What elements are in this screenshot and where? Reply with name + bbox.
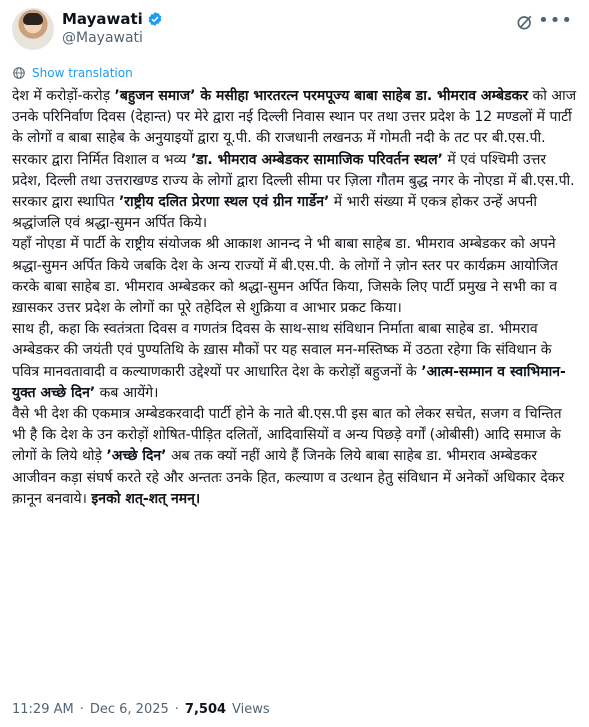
show-translation-label[interactable]: Show translation (32, 66, 133, 80)
text-p4b: ’अच्छे दिन’ (106, 448, 167, 465)
tweet-footer (12, 702, 270, 717)
text-p4d: इनको शत्-शत् नमन्। (91, 490, 201, 507)
verified-badge-icon (147, 11, 163, 27)
text-p1a: देश में करोड़ों-करोड़ (12, 88, 115, 104)
author-block (62, 10, 163, 46)
globe-icon (12, 66, 26, 80)
text-p1e: में एवं पश्चिमी उत्तर प्रदेश, दिल्ली तथा उत्तराखण्ड राज्य के लोगों द्वारा दिल्ली सीमा पर ज़िला गौतम बुद्ध नगर के नोएडा में बी.एस.पी. सरकार द्वारा स्थापित (12, 151, 580, 211)
avatar[interactable] (12, 8, 54, 50)
tweet-date[interactable]: Dec 6, 2025 (89, 702, 169, 717)
separator: · (174, 702, 179, 717)
views-count: 7,504 (184, 702, 227, 717)
text-p2: यहाँ नोएडा में पार्टी के राष्ट्रीय संयोजक श्री आकाश आनन्द ने भी बाबा साहेब डा. भीमराव अम्बेडकर को अपने श्रद्धा-सुमन अर्पित किये जबकि देश के अन्य राज्यों में बी.एस.पी. के लोगों ने ज़ोन स्तर पर कार्यक्रम आयोजित करके बाबा साहेब डा. भीमराव अम्बेडकर को श्रद्धा-सुमन अर्पित किया, जिसके लिए पार्टी प्रमुख ने सभी का व ख़ासकर उत्तर प्रदेश के लोगों का पूरे तहेदिल से शुक्रिया व आभार प्रकट किया। (12, 236, 563, 317)
tweet-header (12, 8, 577, 52)
text-p3c: कब आयेंगे। (95, 384, 159, 401)
show-translation-link[interactable] (12, 66, 133, 80)
grok-icon[interactable] (515, 12, 535, 32)
author-name[interactable]: Mayawati (62, 10, 143, 28)
text-p3a: साथ ही, कहा कि स्वतंत्रता दिवस व गणतंत्र दिवस के साथ-साथ संविधान निर्माता बाबा साहेब डा. भीमराव अम्बेडकर की जयंती एवं पुण्यतिथि के ख़ास मौकों पर यह सवाल मन-मस्तिष्क में उठता रहेगा कि संविधान के पवित्र मानवतावादी व कल्याणकारी उद्देश्यों पर आधारित देश के करोड़ों बहुजनों के (12, 321, 556, 380)
text-p1f: ’राष्ट्रीय दलित प्रेरणा स्थल एवं ग्रीन गार्डेन’ (118, 194, 330, 211)
text-p1g: में भारी संख्या में एकत्र होकर उन्हें अपनी श्रद्धांजलि एवं श्रद्धा-सुमन अर्पित किये। (12, 194, 542, 232)
more-icon[interactable]: ••• (538, 10, 573, 31)
text-p1c: को आज उनके परिनिर्वाण दिवस (देहान्त) पर मेरे द्वारा नई दिल्ली निवास स्थान पर तथा उत्तर प्रदेश के 12 मण्डलों में पार्टी के लोगों व बाबा साहेब के अनुयाइयों द्वारा यू.पी. की राजधानी लखनऊ में गोमती नदी के तट पर बी.एस.पी. सरकार द्वारा निर्मित विशाल व भव्य (12, 88, 581, 168)
tweet-time[interactable]: 11:29 AM (12, 702, 74, 717)
text-p4a: वैसे भी देश की एकमात्र अम्बेडकरवादी पार्टी होने के नाते बी.एस.पी इस बात को लेकर सचेत, सजग व चिन्तित भी है कि देश के उन करोड़ों शोषित-पीड़ित दलितों, आदिवासियों व अन्य पिछड़े वर्गों (ओबीसी) आदि समाज के लोगों के लिये थोड़े (12, 406, 567, 465)
separator: · (79, 702, 84, 717)
views-label: Views (232, 702, 270, 717)
tweet-text (12, 86, 581, 510)
author-handle[interactable]: @Mayawati (62, 30, 143, 46)
text-p1b: ’बहुजन समाज’ के मसीहा भारतरत्न परमपूज्य बाबा साहेब डा. भीमराव अम्बेडकर (114, 88, 529, 104)
text-p4c: अब तक क्यों नहीं आये हैं जिनके लिये बाबा साहेब डा. भीमराव अम्बेडकर आजीवन कड़ा संघर्ष करते रहे और अन्ततः उनके हित, कल्याण व उत्थान हेतु संविधान में अनेकों अधिकार देकर क़ानून बनवाये। (12, 448, 569, 507)
text-p1d: ’डा. भीमराव अम्बेडकर सामाजिक परिवर्तन स्थल’ (190, 151, 443, 168)
text-p3b: ’आत्म-सम्मान व स्वाभिमान-युक्त अच्छे दिन’ (12, 363, 566, 401)
